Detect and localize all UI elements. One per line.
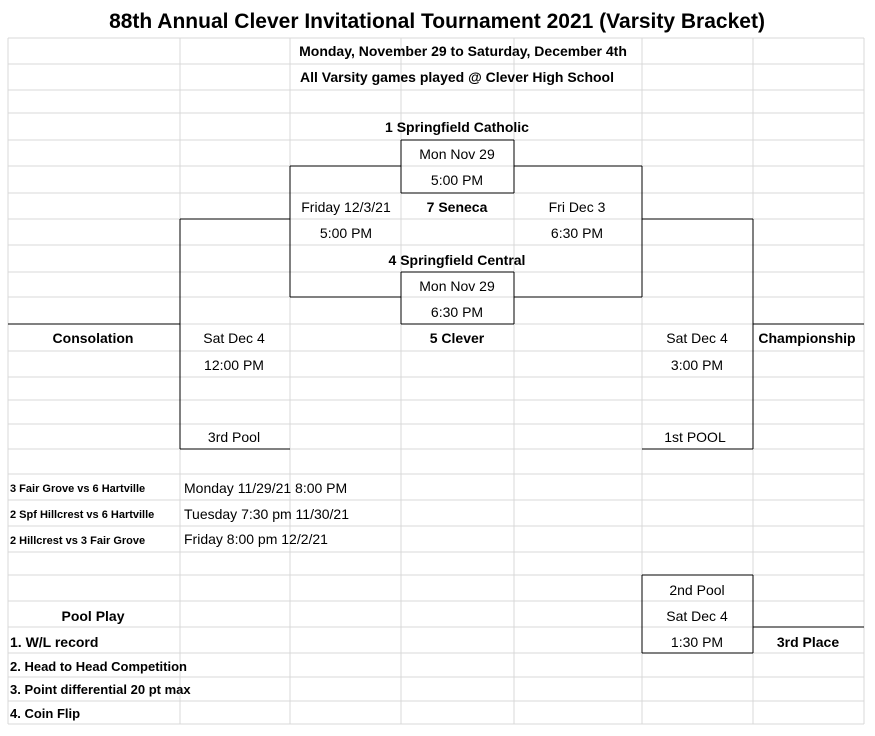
consolation-time: 12:00 PM [204, 357, 264, 373]
seed-5-team: 5 Clever [429, 330, 485, 346]
championship-pool: 1st POOL [664, 429, 726, 445]
consolation-pool: 3rd Pool [207, 429, 261, 445]
consolation-date: Sat Dec 4 [203, 330, 265, 346]
pool-play-criterion: 3. Point differential 20 pt max [10, 682, 191, 697]
subtitle-location: All Varsity games played @ Clever High School [300, 69, 614, 85]
pool-game-matchup: 3 Fair Grove vs 6 Hartville [10, 483, 146, 495]
left-semi-time: 5:00 PM [319, 225, 373, 241]
subtitle-dates: Monday, November 29 to Saturday, December 4th [299, 43, 627, 59]
pool-game-schedule: Friday 8:00 pm 12/2/21 [184, 531, 328, 547]
right-semi-time: 6:30 PM [550, 225, 604, 241]
pool-game-matchup: 2 Spf Hillcrest vs 6 Hartville [10, 509, 155, 521]
game1-time: 5:00 PM [430, 172, 484, 188]
pool-game-schedule: Monday 11/29/21 8:00 PM [184, 480, 348, 496]
pool-play-criterion: 2. Head to Head Competition [10, 659, 187, 674]
right-semi-date: Fri Dec 3 [548, 199, 606, 215]
third-place-pool: 2nd Pool [669, 582, 725, 598]
third-place-label: 3rd Place [776, 634, 840, 650]
game2-time: 6:30 PM [430, 304, 484, 320]
pool-play-criterion: 4. Coin Flip [10, 706, 81, 721]
pool-play-criterion: 1. W/L record [10, 634, 99, 650]
championship-date: Sat Dec 4 [666, 330, 728, 346]
pool-game-schedule: Tuesday 7:30 pm 11/30/21 [184, 506, 349, 522]
seed-4-team: 4 Springfield Central [388, 252, 526, 268]
seed-7-team: 7 Seneca [426, 199, 488, 215]
third-place-date: Sat Dec 4 [666, 608, 728, 624]
championship-time: 3:00 PM [670, 357, 724, 373]
seed-1-team: 1 Springfield Catholic [385, 119, 529, 135]
pool-game-matchup: 2 Hillcrest vs 3 Fair Grove [10, 535, 146, 547]
game1-date: Mon Nov 29 [419, 146, 495, 162]
third-place-time: 1:30 PM [670, 634, 724, 650]
championship-label: Championship [758, 330, 856, 346]
game2-date: Mon Nov 29 [419, 278, 495, 294]
page-title: 88th Annual Clever Invitational Tournament 2021 (Varsity Bracket) [109, 10, 765, 33]
left-semi-date: Friday 12/3/21 [301, 199, 391, 215]
consolation-label: Consolation [52, 330, 134, 346]
pool-play-heading: Pool Play [61, 608, 125, 624]
